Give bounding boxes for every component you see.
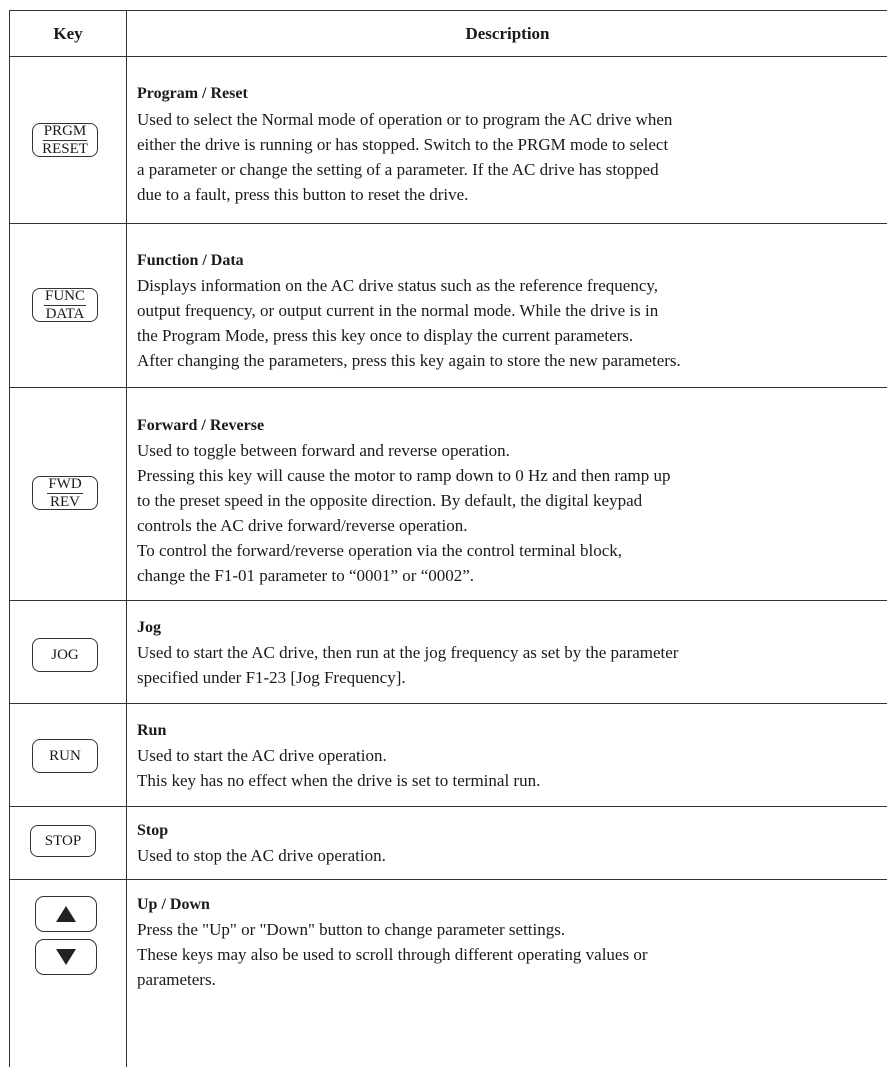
row-text-line: change the F1-01 parameter to “0001” or “0002”. <box>137 566 475 585</box>
row-text-line: After changing the parameters, press this key again to store the new parameters. <box>137 351 681 370</box>
row-title: Up / Down <box>137 896 210 913</box>
row-text-line: Displays information on the AC drive status such as the reference frequency, <box>137 276 659 295</box>
table-row-function-data <box>10 224 887 388</box>
row-text-line: to the preset speed in the opposite direction. By default, the digital keypad <box>137 491 643 510</box>
row-text-line: Pressing this key will cause the motor to ramp down to 0 Hz and then ramp up <box>137 466 671 485</box>
table-row-program-reset <box>10 57 887 224</box>
down-arrow-icon <box>55 948 77 966</box>
row-text-line: controls the AC drive forward/reverse operation. <box>137 516 468 535</box>
up-arrow-key-icon <box>35 896 97 932</box>
key-description-table <box>9 10 887 1067</box>
table-row-run <box>10 704 887 807</box>
row-text-line: These keys may also be used to scroll through different operating values or <box>137 945 648 964</box>
run-key-icon: RUN <box>32 739 98 773</box>
row-text-line: This key has no effect when the drive is set to terminal run. <box>137 771 541 790</box>
table-row-stop <box>10 807 887 880</box>
table-row-up-down <box>10 880 887 1067</box>
description-column-header: Description <box>465 23 550 43</box>
jog-key-icon: JOG <box>32 638 98 672</box>
table-header <box>10 11 887 57</box>
row-text-line: Used to stop the AC drive operation. <box>137 846 386 865</box>
row-text-line: Used to select the Normal mode of operation or to program the AC drive when <box>137 110 673 129</box>
row-text-line: due to a fault, press this button to reset the drive. <box>137 185 469 204</box>
key-column-header: Key <box>53 23 83 43</box>
func-data-key-icon: FUNC DATA <box>32 288 98 322</box>
row-text-line: To control the forward/reverse operation via the control terminal block, <box>137 541 623 560</box>
row-title: Jog <box>137 619 161 636</box>
row-text-line: a parameter or change the setting of a parameter. If the AC drive has stopped <box>137 160 659 179</box>
row-text-line: either the drive is running or has stopped. Switch to the PRGM mode to select <box>137 135 669 154</box>
fwd-rev-key-icon: FWD REV <box>32 476 98 510</box>
row-text-line: Used to toggle between forward and reverse operation. <box>137 441 510 460</box>
row-text-line: Press the "Up" or "Down" button to change parameter settings. <box>137 920 566 939</box>
up-arrow-icon <box>55 905 77 923</box>
row-text-line: output frequency, or output current in the normal mode. While the drive is in <box>137 301 659 320</box>
row-text-line: specified under F1-23 [Jog Frequency]. <box>137 668 406 687</box>
row-title: Forward / Reverse <box>137 417 265 434</box>
row-text-line: Used to start the AC drive, then run at the jog frequency as set by the parameter <box>137 643 679 662</box>
row-title: Function / Data <box>137 252 244 269</box>
table-row-jog <box>10 601 887 704</box>
row-title: Run <box>137 722 167 739</box>
stop-key-icon: STOP <box>30 825 96 857</box>
row-title: Stop <box>137 822 169 839</box>
table-row-forward-reverse <box>10 388 887 601</box>
row-text-line: parameters. <box>137 970 216 989</box>
prgm-reset-key-icon: PRGM RESET <box>32 123 98 157</box>
row-text-line: the Program Mode, press this key once to display the current parameters. <box>137 326 634 345</box>
row-text-line: Used to start the AC drive operation. <box>137 746 387 765</box>
down-arrow-key-icon <box>35 939 97 975</box>
row-title: Program / Reset <box>137 85 248 102</box>
